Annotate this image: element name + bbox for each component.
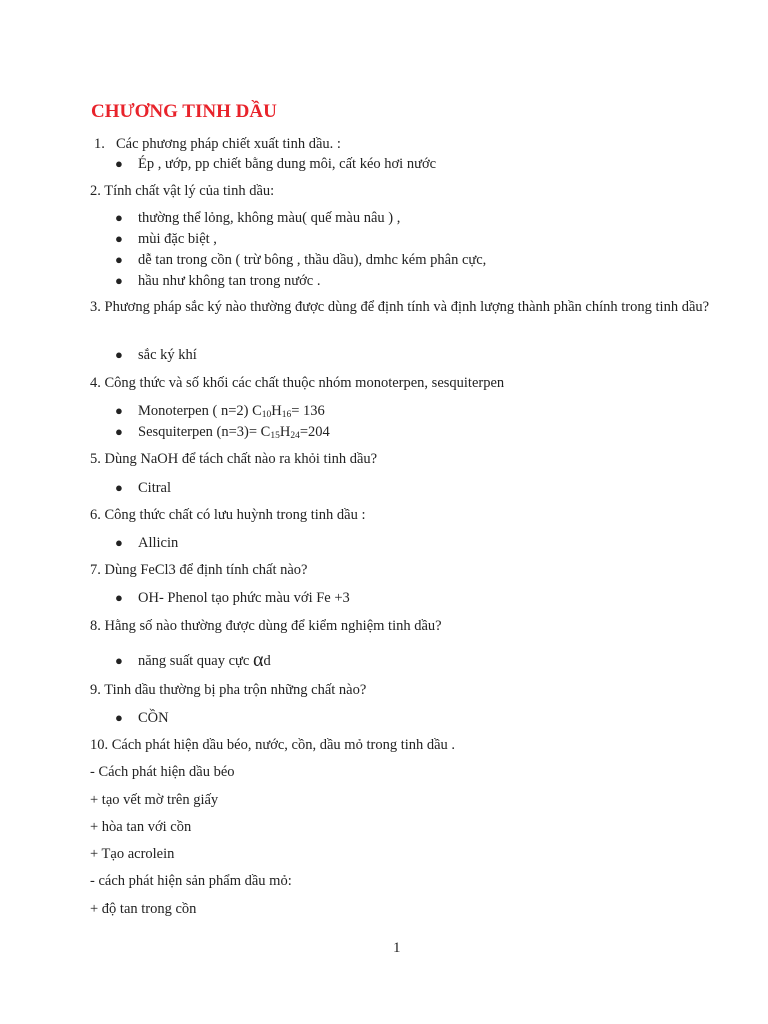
question-10-line-3: + hòa tan với cồn	[90, 819, 192, 835]
bullet-icon: ●	[115, 424, 123, 439]
bullet-icon: ●	[115, 480, 123, 495]
question-8-text: 8. Hằng số nào thường được dùng để kiểm nghiệm tinh dầu?	[90, 618, 442, 634]
formula-text: Sesquiterpen (n=3)= C	[138, 424, 271, 440]
question-10-line-1: - Cách phát hiện dầu béo	[90, 764, 235, 780]
question-1-text: Các phương pháp chiết xuất tinh dầu. :	[116, 136, 341, 152]
question-10-line-6: + độ tan trong cồn	[90, 901, 197, 917]
question-9-answer: CỒN	[138, 710, 169, 726]
question-7-text: 7. Dùng FeCl3 để định tính chất nào?	[90, 562, 308, 578]
question-2-text: 2. Tính chất vật lý của tinh dầu:	[90, 183, 275, 199]
question-10-line-5: - cách phát hiện sản phẩm dầu mỏ:	[90, 873, 292, 889]
formula-text: H	[279, 424, 291, 440]
formula-monoterpen	[138, 402, 325, 420]
question-1-number: 1.	[94, 136, 105, 152]
bullet-icon: ●	[115, 710, 123, 725]
bullet-icon: ●	[115, 156, 123, 171]
bullet-icon: ●	[115, 590, 123, 605]
bullet-icon: ●	[115, 347, 123, 362]
question-3-answer: sắc ký khí	[138, 347, 197, 363]
question-5-text: 5. Dùng NaOH để tách chất nào ra khỏi tinh dầu?	[90, 451, 378, 467]
question-3-text: 3. Phương pháp sắc ký nào thường được dùng để định tính và định lượng thành phần chính trong tinh dầu?	[90, 299, 710, 315]
question-6-text: 6. Công thức chất có lưu huỳnh trong tinh dầu :	[90, 507, 366, 523]
question-2-answer-3: dễ tan trong cồn ( trừ bông , thầu dầu), dmhc kém phân cực,	[138, 252, 487, 268]
bullet-icon: ●	[115, 653, 123, 668]
alpha-symbol: α	[252, 649, 264, 671]
question-2-answer-2: mùi đặc biệt ,	[138, 231, 217, 247]
question-10-line-4: + Tạo acrolein	[90, 846, 175, 862]
formula-text: = 136	[291, 403, 325, 419]
formula-subscript: 24	[290, 431, 300, 441]
question-1-answer: Ép , ướp, pp chiết bằng dung môi, cất kéo hơi nước	[138, 156, 437, 172]
answer-text: d	[263, 653, 271, 669]
question-4-text: 4. Công thức và số khối các chất thuộc nhóm monoterpen, sesquiterpen	[90, 375, 505, 391]
formula-text: Monoterpen ( n=2) C	[138, 403, 262, 419]
chapter-title: CHƯƠNG TINH DẦU	[91, 101, 277, 122]
answer-text: năng suất quay cực	[138, 653, 253, 669]
bullet-icon: ●	[115, 252, 123, 267]
formula-text: H	[271, 403, 282, 419]
question-10-line-2: + tạo vết mờ trên giấy	[90, 792, 219, 808]
question-2-answer-4: hầu như không tan trong nước .	[138, 273, 321, 289]
question-7-answer: OH- Phenol tạo phức màu với Fe +3	[138, 590, 350, 606]
formula-subscript: 10	[261, 410, 272, 420]
question-6-answer: Allicin	[138, 535, 179, 551]
page-number: 1	[393, 940, 401, 956]
formula-subscript: 15	[270, 431, 280, 441]
formula-subscript: 16	[281, 410, 292, 420]
formula-text: =204	[299, 424, 330, 440]
bullet-icon: ●	[115, 535, 123, 550]
bullet-icon: ●	[115, 273, 123, 288]
bullet-icon: ●	[115, 403, 123, 418]
question-9-text: 9. Tinh dầu thường bị pha trộn những chất nào?	[90, 682, 367, 698]
question-10-text: 10. Cách phát hiện dầu béo, nước, cồn, dầu mỏ trong tinh dầu .	[90, 737, 456, 753]
question-2-answer-1: thường thể lỏng, không màu( quế màu nâu ) ,	[138, 210, 401, 226]
bullet-icon: ●	[115, 210, 123, 225]
question-5-answer: Citral	[138, 480, 172, 496]
bullet-icon: ●	[115, 231, 123, 246]
question-8-answer	[138, 651, 271, 670]
formula-sesquiterpen	[138, 423, 330, 441]
